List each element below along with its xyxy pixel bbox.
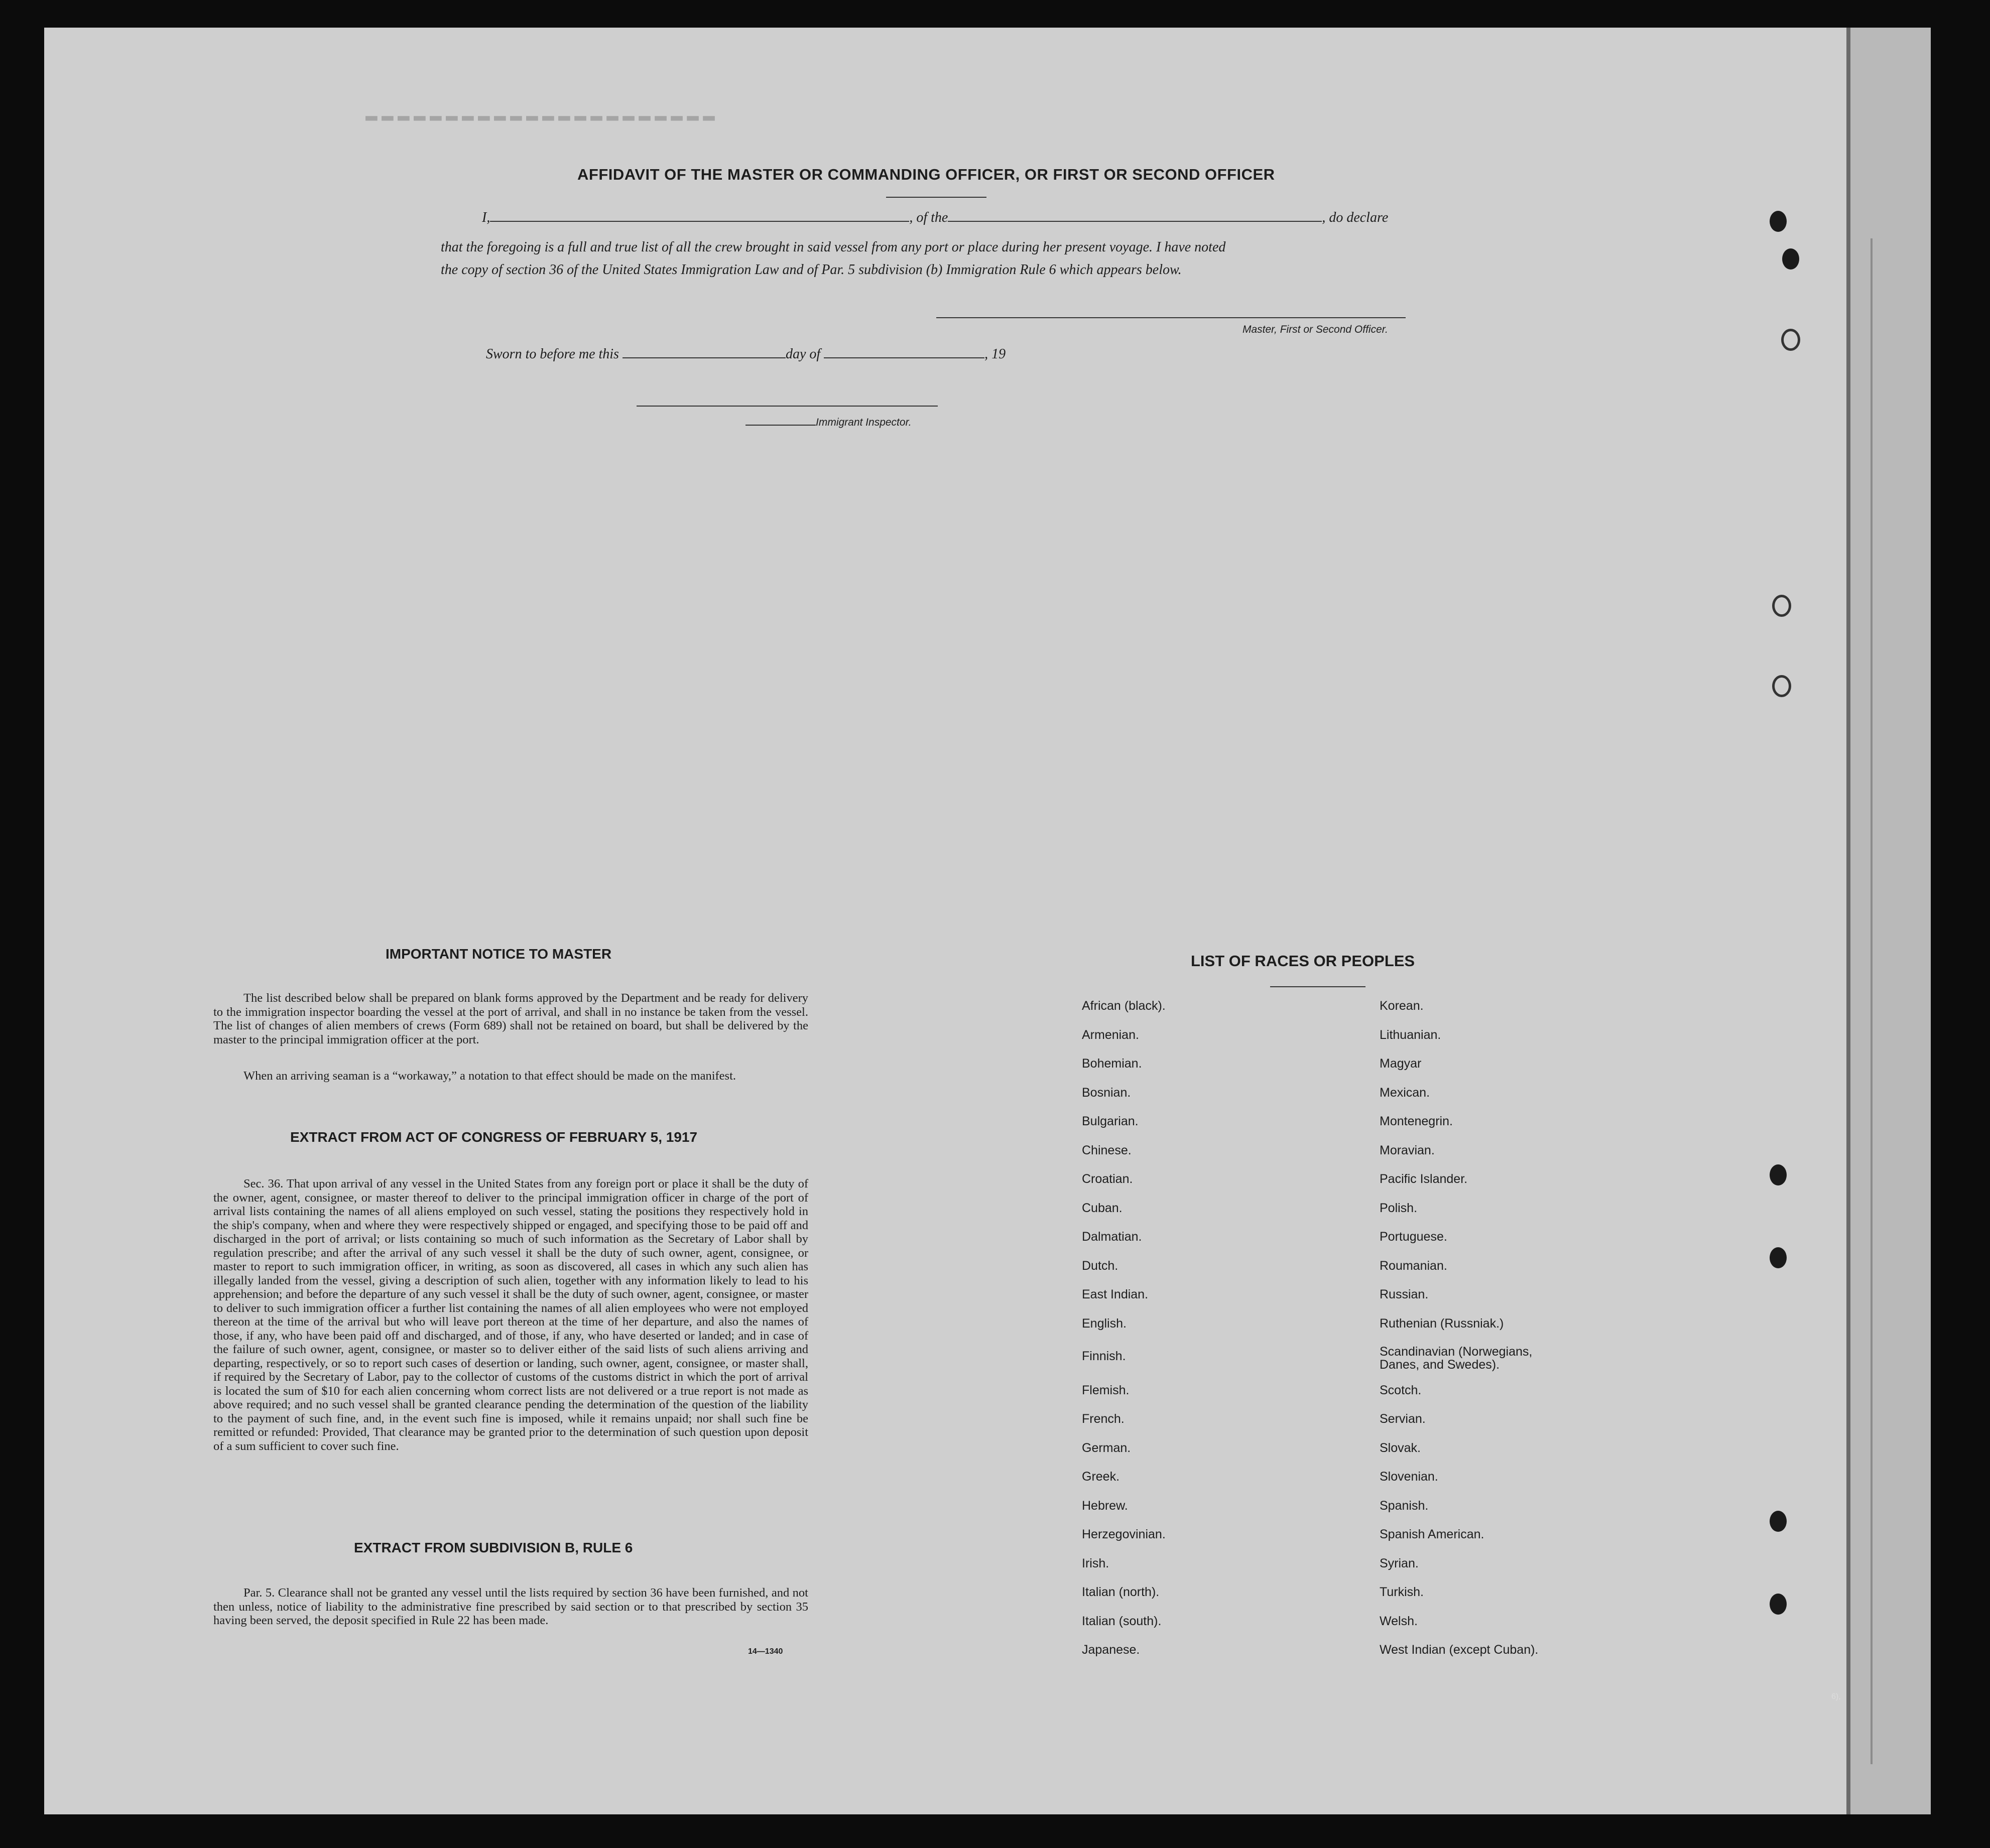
race-item: Pacific Islander. <box>1380 1172 1468 1186</box>
race-item: Polish. <box>1380 1201 1418 1215</box>
sworn-day-blank <box>623 348 786 358</box>
race-item: Magyar <box>1380 1057 1422 1071</box>
affidavit-line-3: the copy of section 36 of the United States Immigration Law and of Par. 5 subdivision (b) Immigration Rule 6 which appears below. <box>441 262 1182 278</box>
notice-title: IMPORTANT NOTICE TO MASTER <box>386 946 612 962</box>
race-item: Greek. <box>1082 1470 1120 1484</box>
race-item: Montenegrin. <box>1380 1114 1453 1128</box>
inspector-line <box>745 417 912 429</box>
binder-hole <box>1772 595 1791 617</box>
races-title-divider <box>1270 986 1365 987</box>
inspector-signature-line <box>637 406 938 407</box>
inspector-blank <box>745 420 816 426</box>
race-item: Finnish. <box>1082 1349 1126 1363</box>
race-item: Servian. <box>1380 1412 1426 1426</box>
margin-note: 6), <box>1831 1692 1841 1701</box>
race-item: Slovenian. <box>1380 1470 1438 1484</box>
race-item: French. <box>1082 1412 1125 1426</box>
race-item: Roumanian. <box>1380 1258 1447 1273</box>
race-item: Hebrew. <box>1082 1498 1128 1513</box>
race-item: Japanese. <box>1082 1643 1140 1657</box>
form-number: 14—1340 <box>748 1647 783 1656</box>
bleed-through-shadow: ▬▬▬▬▬▬▬▬▬▬▬▬▬▬▬▬▬▬▬▬▬▬ <box>361 105 715 128</box>
binder-hole <box>1770 1511 1787 1532</box>
race-item: Flemish. <box>1082 1383 1130 1397</box>
binder-hole <box>1770 211 1787 232</box>
notice-paragraph-1: The list described below shall be prepared on blank forms approved by the Department and be ready for delivery to the immigration inspector boarding the vessel at the port of arrival, and shall in no instance be taken from the vessel. The list of changes of alien members of crews (Form 689) shall not be retained on board, but shall be delivered by the master to the principal immigration officer at the port. <box>213 991 808 1046</box>
race-item: Lithuanian. <box>1380 1027 1441 1042</box>
act-section-36-text: Sec. 36. That upon arrival of any vessel in the United States from any foreign port or place it shall be the duty of the owner, agent, consignee, or master thereof to deliver to the principal immigration officer in charge of the port of arrival lists containing the names of all aliens employed on such vessel, stating the positions they respectively hold in the ship's company, when and where they were respectively shipped or engaged, and specifying those to be paid off and discharged in the port of arrival; or lists containing so much of such information as the Secretary of Labor shall by regulation prescribe; and after the arrival of any such vessel it shall be the duty of such owner, agent, consignee, or master to report to such immigration officer, in writing, as soon as discovered, all cases in which any such alien has illegally landed from the vessel, giving a description of such alien, together with any information likely to lead to his apprehension; and before the departure of any such vessel it shall be the duty of such owner, agent, consignee, or master to deliver to such immigration officer a further list containing the names of all alien employees who were not employed thereon at the time of the arrival but who will leave port thereon at the time of her departure, and also the names of those, if any, who have been paid off and discharged, and of those, if any, who have deserted or landed; and in case of the failure of such owner, agent, consignee, or master so to deliver either of the said lists of such aliens arriving and departing, respectively, or so to report such cases of desertion or landing, such owner, agent, consignee, or master shall, if required by the Secretary of Labor, pay to the collector of customs of the customs district in which the port of arrival is located the sum of $10 for each alien concerning whom correct lists are not delivered or a true report is not made as above required; and no such vessel shall be granted clearance pending the determination of the question of the liability to the payment of such fine, and, in the event such fine is imposed, while it remains unpaid; nor shall such fine be remitted or refunded: Provided, That clearance may be granted prior to the determination of such question upon deposit of a sum sufficient to cover such fine. <box>213 1177 808 1453</box>
race-item: Spanish American. <box>1380 1527 1484 1541</box>
race-item: Italian (south). <box>1082 1614 1162 1628</box>
name-blank <box>490 212 909 222</box>
race-item: Cuban. <box>1082 1201 1123 1215</box>
race-item: Armenian. <box>1082 1027 1139 1042</box>
affidavit-line-1 <box>482 210 1388 226</box>
race-item: Irish. <box>1082 1556 1109 1570</box>
race-item: Spanish. <box>1380 1498 1429 1513</box>
race-item: Dutch. <box>1082 1258 1118 1273</box>
binder-hole <box>1770 1164 1787 1185</box>
rule-paragraph: Par. 5. Clearance shall not be granted any vessel until the lists required by section 36 have been furnished, and not then unless, notice of liability to the administrative fine prescribed by said section or to that prescribed by section 35 having been served, the deposit specified in Rule 22 has been made. <box>213 1586 808 1627</box>
race-item: Bohemian. <box>1082 1057 1142 1071</box>
binder-hole <box>1770 1247 1787 1268</box>
title-divider <box>886 197 986 198</box>
page-edge-rule <box>1871 238 1873 1764</box>
inspector-label: Immigrant Inspector. <box>816 417 912 428</box>
sworn-month-blank <box>824 348 984 358</box>
act-title: EXTRACT FROM ACT OF CONGRESS OF FEBRUARY 5, 1917 <box>290 1129 698 1145</box>
race-item: Syrian. <box>1380 1556 1419 1570</box>
affidavit-line1-end: , do declare <box>1322 210 1389 225</box>
race-item: Mexican. <box>1380 1085 1430 1100</box>
binder-hole <box>1772 675 1791 697</box>
race-item: Slovak. <box>1380 1440 1421 1455</box>
sworn-day-label: day of <box>785 346 821 362</box>
master-signature-label: Master, First or Second Officer. <box>1242 324 1388 335</box>
binder-hole <box>1782 248 1799 270</box>
race-item: Scotch. <box>1380 1383 1422 1397</box>
affidavit-line1-start: I, <box>482 210 490 225</box>
sworn-prefix: Sworn to before me this <box>486 346 619 362</box>
sworn-line <box>486 346 1006 362</box>
race-item: English. <box>1082 1316 1127 1331</box>
race-item: Chinese. <box>1082 1143 1132 1157</box>
race-item: Bosnian. <box>1082 1085 1131 1100</box>
race-item: Italian (north). <box>1082 1585 1160 1599</box>
race-item: Bulgarian. <box>1082 1114 1139 1128</box>
rule-title: EXTRACT FROM SUBDIVISION B, RULE 6 <box>354 1540 633 1555</box>
race-item: Russian. <box>1380 1287 1429 1301</box>
race-item: Korean. <box>1380 999 1424 1013</box>
affidavit-line1-mid: , of the <box>909 210 948 225</box>
race-item: Moravian. <box>1380 1143 1435 1157</box>
race-item: Ruthenian (Russniak.) <box>1380 1316 1504 1331</box>
binder-hole <box>1781 329 1800 351</box>
race-item: German. <box>1082 1440 1131 1455</box>
binder-hole <box>1770 1594 1787 1615</box>
master-signature-line <box>936 317 1406 318</box>
race-item: African (black). <box>1082 999 1166 1013</box>
sworn-year-label: , 19 <box>984 346 1006 362</box>
race-item: Scandinavian (Norwegians, Danes, and Swedes). <box>1380 1345 1533 1372</box>
race-item: Portuguese. <box>1380 1230 1447 1244</box>
race-item: Dalmatian. <box>1082 1230 1142 1244</box>
document-page <box>44 28 1846 1814</box>
vessel-blank <box>948 212 1322 222</box>
races-title: LIST OF RACES OR PEOPLES <box>1191 952 1415 970</box>
race-item: East Indian. <box>1082 1287 1149 1301</box>
race-item: Croatian. <box>1082 1172 1133 1186</box>
affidavit-line-2: that the foregoing is a full and true list of all the crew brought in said vessel from any port or place during her present voyage. I have noted <box>441 239 1226 255</box>
race-item: Welsh. <box>1380 1614 1418 1628</box>
race-item: West Indian (except Cuban). <box>1380 1643 1539 1657</box>
race-item: Turkish. <box>1380 1585 1424 1599</box>
affidavit-title: AFFIDAVIT OF THE MASTER OR COMMANDING OFFICER, OR FIRST OR SECOND OFFICER <box>577 166 1275 183</box>
notice-paragraph-2: When an arriving seaman is a “workaway,” a notation to that effect should be made on the manifest. <box>243 1069 736 1083</box>
race-item: Herzegovinian. <box>1082 1527 1166 1541</box>
adjacent-page-edge <box>1846 28 1931 1814</box>
